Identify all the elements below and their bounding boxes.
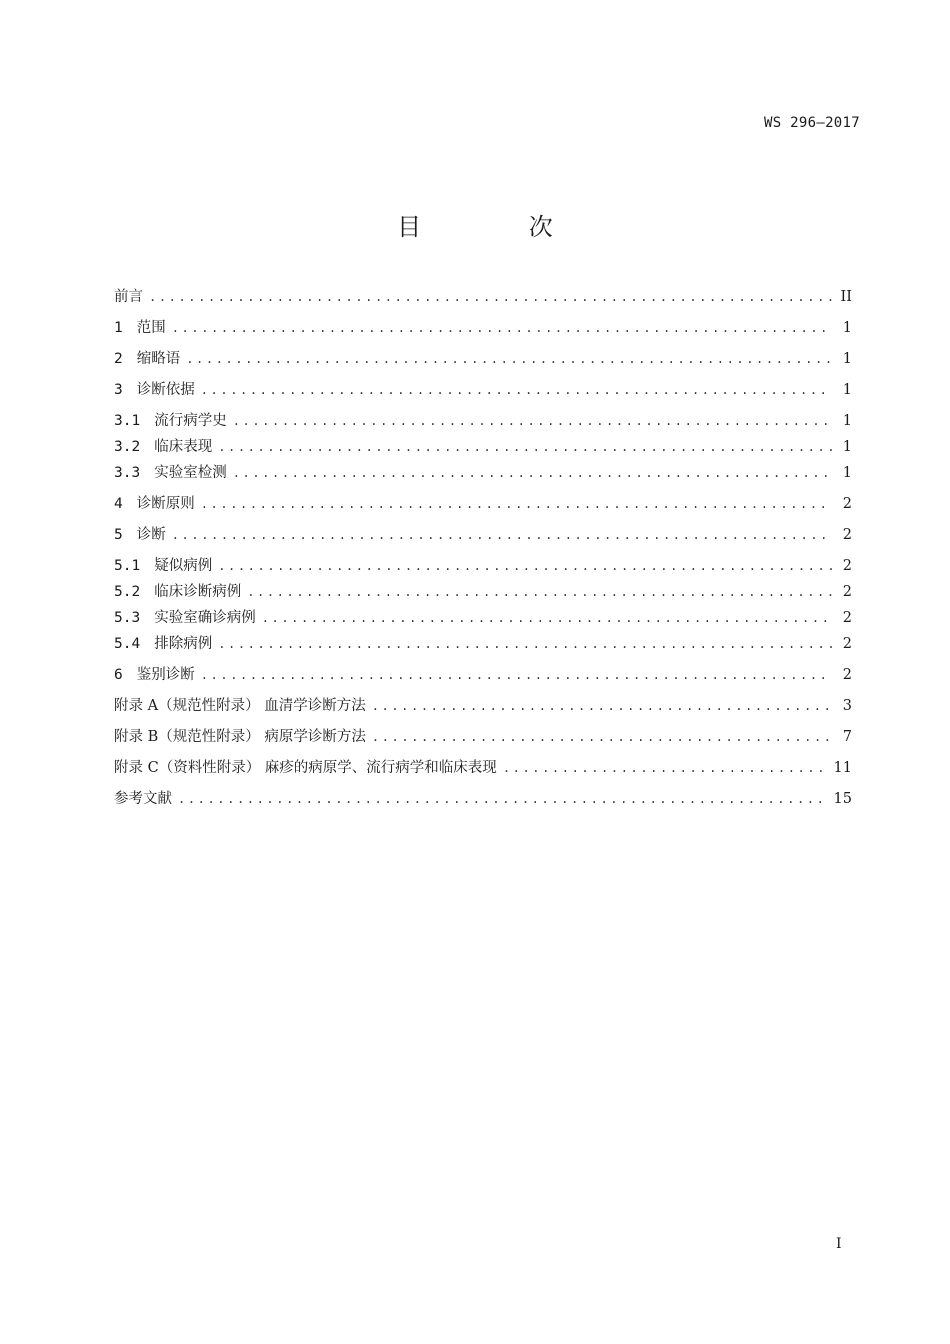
toc-entry-number: 6	[114, 667, 123, 683]
toc-entry-label: 附录 A（规范性附录） 血清学诊断方法	[114, 698, 366, 714]
toc-entry-label: 排除病例	[154, 636, 213, 652]
toc-dot-leader	[149, 287, 832, 307]
toc-entry[interactable]	[114, 727, 852, 747]
toc-entry[interactable]	[114, 525, 852, 545]
toc-entry-number: 5.2	[114, 584, 141, 600]
page-number: I	[836, 1236, 842, 1252]
toc-entry-label: 附录 B（规范性附录） 病原学诊断方法	[114, 729, 366, 745]
toc-entry[interactable]	[114, 634, 852, 654]
toc-dot-leader	[372, 727, 832, 747]
toc-entry[interactable]	[114, 380, 852, 400]
document-number: WS 296—2017	[763, 115, 860, 131]
toc-entry-number: 1	[114, 320, 123, 336]
toc-entry-number: 3.1	[114, 413, 141, 429]
table-of-contents	[114, 287, 852, 809]
toc-dot-leader	[172, 525, 832, 545]
toc-entry[interactable]	[114, 318, 852, 338]
toc-dot-leader	[372, 696, 832, 716]
toc-dot-leader	[201, 665, 832, 685]
toc-dot-leader	[503, 758, 828, 778]
toc-entry-label: 参考文献	[114, 791, 172, 807]
toc-entry-number: 5	[114, 527, 123, 543]
toc-entry[interactable]	[114, 789, 852, 809]
toc-entry-number: 5.1	[114, 558, 141, 574]
toc-entry-label: 实验室确诊病例	[154, 610, 256, 626]
toc-entry-page: II	[840, 289, 852, 305]
toc-dot-leader	[172, 318, 832, 338]
toc-entry-label: 附录 C（资料性附录） 麻疹的病原学、流行病学和临床表现	[114, 760, 497, 776]
toc-entry-page: 3	[842, 698, 852, 714]
page-title: 目 次	[397, 213, 603, 241]
toc-dot-leader	[201, 494, 832, 514]
toc-entry[interactable]	[114, 608, 852, 628]
toc-entry-label: 诊断	[136, 527, 166, 543]
toc-dot-leader	[262, 608, 832, 628]
toc-entry-label: 诊断原则	[136, 496, 195, 512]
toc-entry-page: 7	[842, 729, 852, 745]
toc-dot-leader	[247, 582, 832, 602]
toc-entry-page: 2	[842, 496, 852, 512]
toc-entry[interactable]	[114, 437, 852, 457]
toc-entry-page: 1	[842, 439, 852, 455]
toc-entry-number: 3.3	[114, 465, 141, 481]
toc-dot-leader	[201, 380, 832, 400]
toc-dot-leader	[218, 634, 832, 654]
toc-entry[interactable]	[114, 287, 852, 307]
toc-entry[interactable]	[114, 463, 852, 483]
toc-entry-label: 临床表现	[154, 439, 213, 455]
toc-entry-page: 2	[842, 667, 852, 683]
toc-entry-number: 5.4	[114, 636, 141, 652]
toc-entry-page: 2	[842, 584, 852, 600]
toc-entry[interactable]	[114, 758, 852, 778]
toc-entry-label: 缩略语	[136, 351, 181, 367]
toc-entry-page: 2	[842, 527, 852, 543]
toc-entry-number: 2	[114, 351, 123, 367]
toc-entry-page: 1	[842, 351, 852, 367]
toc-dot-leader	[233, 411, 832, 431]
toc-entry[interactable]	[114, 494, 852, 514]
toc-entry[interactable]	[114, 582, 852, 602]
toc-entry-page: 11	[833, 760, 852, 776]
toc-entry-label: 诊断依据	[136, 382, 195, 398]
toc-entry-label: 前言	[114, 289, 143, 305]
toc-entry[interactable]	[114, 556, 852, 576]
toc-entry-label: 实验室检测	[154, 465, 227, 481]
toc-dot-leader	[233, 463, 832, 483]
toc-entry-page: 1	[842, 320, 852, 336]
toc-dot-leader	[218, 556, 832, 576]
toc-entry[interactable]	[114, 696, 852, 716]
toc-entry[interactable]	[114, 349, 852, 369]
toc-entry-page: 2	[842, 558, 852, 574]
toc-entry-page: 2	[842, 636, 852, 652]
toc-entry-label: 范围	[136, 320, 166, 336]
toc-entry-page: 1	[842, 413, 852, 429]
toc-entry-number: 5.3	[114, 610, 141, 626]
toc-entry-page: 15	[833, 791, 852, 807]
toc-entry-page: 2	[842, 610, 852, 626]
toc-entry-number: 3	[114, 382, 123, 398]
toc-entry-number: 4	[114, 496, 123, 512]
toc-entry[interactable]	[114, 411, 852, 431]
toc-entry-label: 疑似病例	[154, 558, 213, 574]
toc-dot-leader	[186, 349, 832, 369]
toc-entry-number: 3.2	[114, 439, 141, 455]
toc-entry-label: 鉴别诊断	[136, 667, 195, 683]
toc-entry[interactable]	[114, 665, 852, 685]
toc-entry-label: 流行病学史	[154, 413, 227, 429]
toc-entry-page: 1	[842, 465, 852, 481]
toc-dot-leader	[218, 437, 832, 457]
toc-entry-page: 1	[842, 382, 852, 398]
toc-dot-leader	[178, 789, 828, 809]
toc-entry-label: 临床诊断病例	[154, 584, 242, 600]
